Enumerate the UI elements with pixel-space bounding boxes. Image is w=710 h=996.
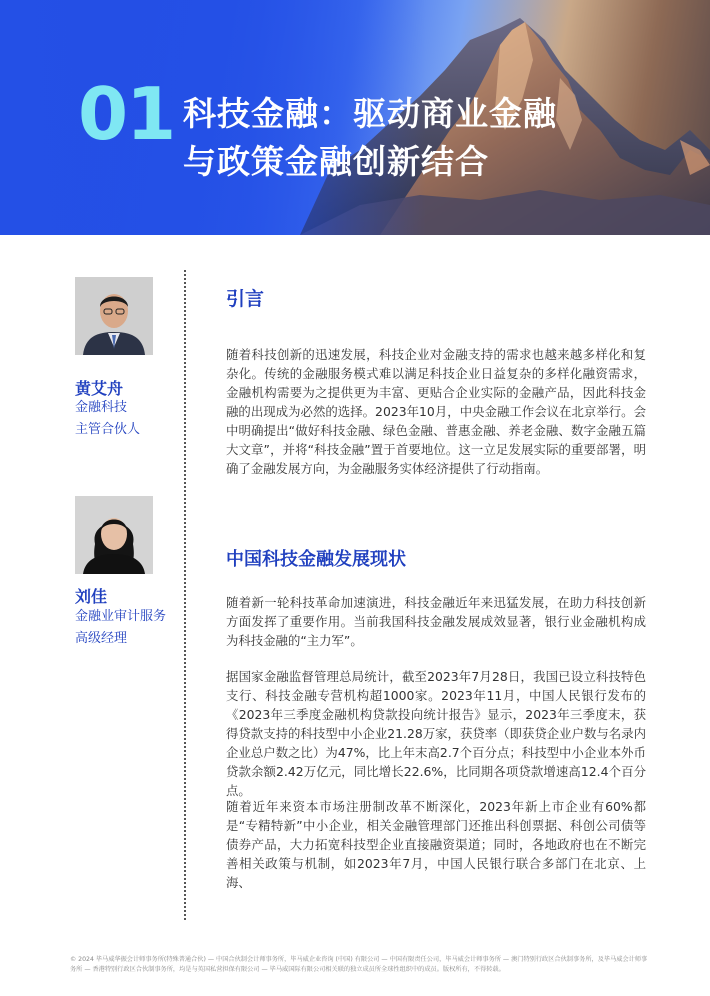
author-role-2-line-1: 金融业审计服务 <box>75 609 167 624</box>
section-heading-status: 中国科技金融发展现状 <box>226 549 406 570</box>
section-heading-intro: 引言 <box>226 288 265 310</box>
author-name-2: 刘佳 <box>75 587 108 606</box>
section-number: 01 <box>78 72 175 156</box>
page-title <box>183 90 653 186</box>
status-paragraph-2: 据国家金融监督管理总局统计，截至2023年7月28日，我国已设立科技特色支行、科技金融专营机构超1000家。2023年11月，中国人民银行发布的《2023年三季度金融机构贷款投向统计报告》显示，2023年三季度末，获得贷款支持的科技型中小企业21.28万家，获贷率（即获贷企业户数与名录内企业总户数之比）为47%，比上年末高2.7个百分点；科技型中小企业本外币贷款余额2.42万亿元，同比增长22.6%，比同期各项贷款增速高12.4个百分点。 <box>226 669 646 798</box>
status-paragraph-1: 随着新一轮科技革命加速演进，科技金融近年来迅猛发展，在助力科技创新方面发挥了重要作用。当前我国科技金融发展成效显著，银行业金融机构成为科技金融的“主力军”。 <box>226 595 646 648</box>
title-line-2: 与政策金融创新结合 <box>183 142 489 181</box>
copyright-footer: © 2024 毕马威华振会计师事务所(特殊普通合伙) — 中国合伙制会计师事务所，毕马威企业咨询 (中国) 有限公司 — 中国有限责任公司，毕马威会计师事务所 — 澳门特别行政区合伙制事务所，及毕马威会计师事务所 — 香港特别行政区合伙制事务所，均是与英国私营担保有限公司 — 毕马威国际有限公司相关联的独立成员所全球性组织中的成员。版权所有，不得转载。 <box>70 956 648 973</box>
intro-paragraph: 随着科技创新的迅速发展，科技企业对金融支持的需求也越来越多样化和复杂化。传统的金融服务模式难以满足科技企业日益复杂的多样化融资需求，金融机构需要为之提供更为丰富、更贴合企业实际的金融产品，因此科技金融的出现成为必然的选择。2023年10月，中央金融工作会议在北京举行。会中明确提出“做好科技金融、绿色金融、普惠金融、养老金融、数字金融五篇大文章”，并将“科技金融”置于首要地位。这一立足发展实际的重要部署，明确了金融发展方向，为金融服务实体经济提供了行动指南。 <box>226 347 646 476</box>
column-divider <box>184 270 186 920</box>
author-role-1 <box>75 397 140 441</box>
author-role-1-line-1: 金融科技 <box>75 400 128 415</box>
author-role-1-line-2: 主管合伙人 <box>75 422 141 437</box>
author-role-2 <box>75 606 166 650</box>
status-paragraph-3: 随着近年来资本市场注册制改革不断深化，2023年新上市企业有60%都是“专精特新”中小企业，相关金融管理部门还推出科创票据、科创公司债等债券产品，大力拓宽科技型企业直接融资渠道；同时，各地政府也在不断完善相关政策与机制，如2023年7月，中国人民银行联合多部门在北京、上海、 <box>226 799 646 890</box>
title-line-1: 科技金融：驱动商业金融 <box>183 94 557 133</box>
author-photo-2 <box>75 496 153 574</box>
author-name-1: 黄艾舟 <box>75 379 124 398</box>
header-banner <box>0 0 710 235</box>
author-photo-1 <box>75 277 153 355</box>
author-role-2-line-2: 高级经理 <box>75 631 128 646</box>
